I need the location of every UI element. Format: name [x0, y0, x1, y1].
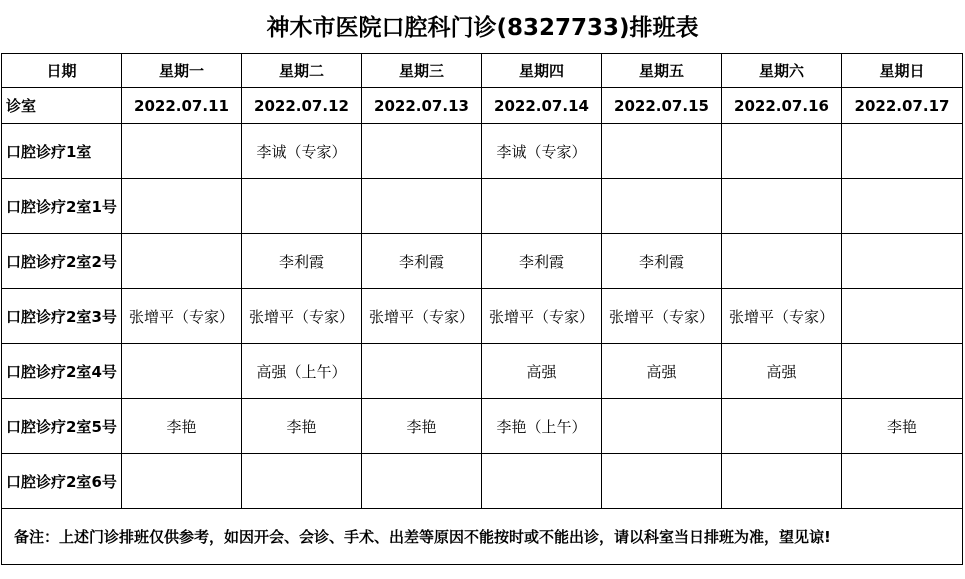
day-header: 星期六	[722, 54, 842, 88]
schedule-cell	[362, 124, 482, 179]
schedule-cell: 李艳	[362, 399, 482, 454]
schedule-cell	[602, 179, 722, 234]
day-header: 星期五	[602, 54, 722, 88]
room-name: 口腔诊疗2室2号	[2, 234, 122, 289]
schedule-cell	[242, 179, 362, 234]
schedule-cell	[842, 454, 963, 509]
schedule-cell	[122, 124, 242, 179]
date-header: 2022.07.13	[362, 88, 482, 124]
schedule-cell: 张增平（专家）	[602, 289, 722, 344]
schedule-cell: 高强	[722, 344, 842, 399]
schedule-cell: 李利霞	[362, 234, 482, 289]
day-header: 星期三	[362, 54, 482, 88]
schedule-cell	[122, 234, 242, 289]
schedule-cell	[122, 179, 242, 234]
date-header: 2022.07.12	[242, 88, 362, 124]
room-name: 口腔诊疗2室6号	[2, 454, 122, 509]
day-header: 星期日	[842, 54, 963, 88]
schedule-cell	[122, 454, 242, 509]
schedule-cell: 李诚（专家）	[242, 124, 362, 179]
schedule-cell	[602, 124, 722, 179]
schedule-cell	[842, 124, 963, 179]
schedule-cell	[842, 344, 963, 399]
schedule-cell	[842, 179, 963, 234]
schedule-cell	[722, 399, 842, 454]
schedule-cell: 李艳	[242, 399, 362, 454]
table-row	[2, 289, 963, 344]
date-header: 2022.07.17	[842, 88, 963, 124]
schedule-cell	[242, 454, 362, 509]
date-header: 2022.07.11	[122, 88, 242, 124]
room-name: 口腔诊疗2室1号	[2, 179, 122, 234]
table-row	[2, 124, 963, 179]
schedule-title: 神木市医院口腔科门诊(8327733)排班表	[266, 15, 699, 41]
schedule-cell: 张增平（专家）	[362, 289, 482, 344]
table-row	[2, 344, 963, 399]
schedule-cell: 李艳（上午）	[482, 399, 602, 454]
schedule-cell	[362, 179, 482, 234]
schedule-cell: 高强（上午）	[242, 344, 362, 399]
room-name: 口腔诊疗2室5号	[2, 399, 122, 454]
schedule-cell: 李艳	[842, 399, 963, 454]
schedule-cell	[362, 454, 482, 509]
schedule-cell	[122, 344, 242, 399]
schedule-cell	[722, 454, 842, 509]
schedule-cell: 张增平（专家）	[482, 289, 602, 344]
schedule-cell: 李利霞	[242, 234, 362, 289]
schedule-cell: 张增平（专家）	[122, 289, 242, 344]
schedule-cell	[722, 234, 842, 289]
schedule-cell: 高强	[482, 344, 602, 399]
room-name: 口腔诊疗2室4号	[2, 344, 122, 399]
schedule-note: 备注：上述门诊排班仅供参考，如因开会、会诊、手术、出差等原因不能按时或不能出诊，请以科室当日排班为准，望见谅!	[2, 509, 963, 565]
schedule-cell	[482, 179, 602, 234]
schedule-cell	[362, 344, 482, 399]
schedule-cell	[722, 179, 842, 234]
schedule-cell	[482, 454, 602, 509]
schedule-cell	[602, 399, 722, 454]
schedule-cell: 张增平（专家）	[242, 289, 362, 344]
day-header: 星期二	[242, 54, 362, 88]
table-row	[2, 234, 963, 289]
schedule-cell	[602, 454, 722, 509]
table-row	[2, 454, 963, 509]
schedule-cell	[842, 234, 963, 289]
schedule-cell: 李艳	[122, 399, 242, 454]
schedule-cell: 李利霞	[482, 234, 602, 289]
schedule-cell: 张增平（专家）	[722, 289, 842, 344]
schedule-cell: 李诚（专家）	[482, 124, 602, 179]
date-label: 日期	[2, 54, 122, 88]
table-row	[2, 399, 963, 454]
schedule-table	[1, 53, 963, 565]
header-row-days	[2, 54, 963, 88]
date-header: 2022.07.16	[722, 88, 842, 124]
day-header: 星期一	[122, 54, 242, 88]
schedule-cell: 高强	[602, 344, 722, 399]
schedule-cell	[842, 289, 963, 344]
day-header: 星期四	[482, 54, 602, 88]
date-header: 2022.07.14	[482, 88, 602, 124]
room-label: 诊室	[2, 88, 122, 124]
room-name: 口腔诊疗2室3号	[2, 289, 122, 344]
header-row-dates	[2, 88, 963, 124]
room-name: 口腔诊疗1室	[2, 124, 122, 179]
note-row	[2, 509, 963, 565]
table-row	[2, 179, 963, 234]
schedule-cell: 李利霞	[602, 234, 722, 289]
schedule-cell	[722, 124, 842, 179]
date-header: 2022.07.15	[602, 88, 722, 124]
